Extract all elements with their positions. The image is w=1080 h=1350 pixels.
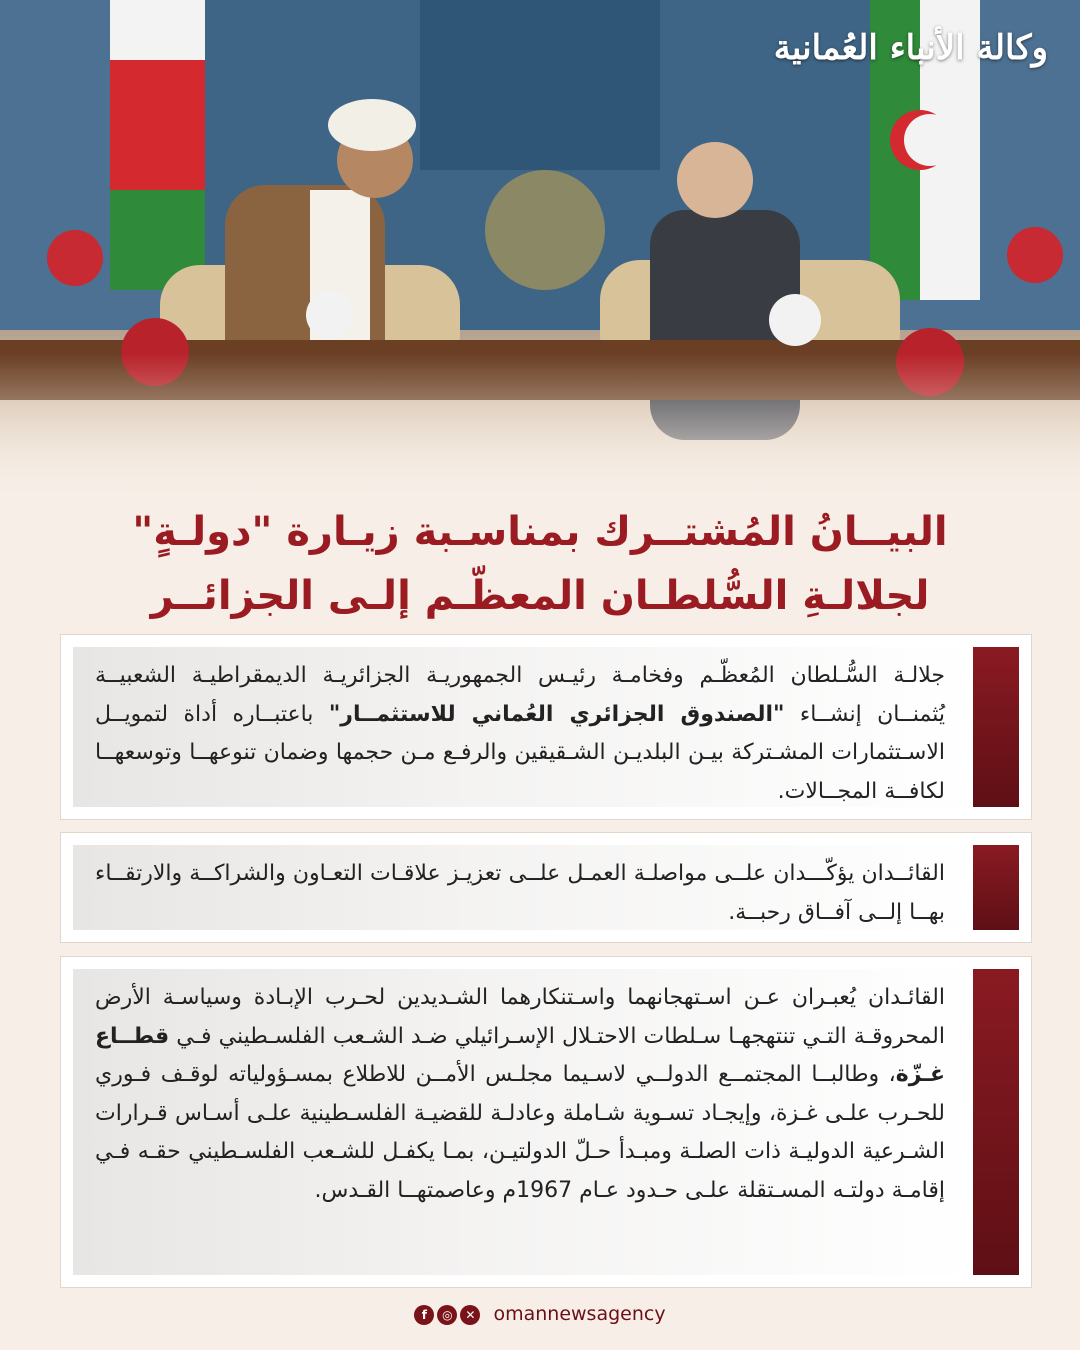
meeting-photo-illustration	[0, 0, 1080, 505]
statement-1-part-2: باعتبــاره أداة لتمويــل الاسـتثمارات المشـتركة بيـن البلديـن الشـقيقين والرفـع مـن حجمها وضمان تنوعهــا وتوسعهــا لكافــة المجــالات.	[95, 701, 945, 804]
agency-logo: وكالة الأنباء العُمانية	[773, 28, 1048, 68]
card-accent-bar	[973, 969, 1019, 1275]
title-line-1: البيــانُ المُشتــرك بمناسـبة زيـارة "دولـةٍ"	[132, 509, 948, 555]
statement-1-part-1: جلالـة السُّـلطان المُعظّـم وفخامـة رئيـس الجمهوريـة الجزائريـة الديمقراطيـة الشعبيــة يُثمنــان إنشــاء	[95, 663, 945, 727]
card-accent-bar	[973, 845, 1019, 930]
statement-card-1	[60, 634, 1032, 820]
statement-text-1	[95, 657, 945, 811]
statement-card-3	[60, 956, 1032, 1288]
social-handle[interactable]: omannewsagency	[493, 1302, 666, 1325]
statement-card-2	[60, 832, 1032, 943]
facebook-icon[interactable]: f	[414, 1305, 434, 1325]
statement-text-3	[95, 979, 945, 1211]
page-title	[40, 500, 1040, 628]
x-icon[interactable]: ✕	[460, 1305, 480, 1325]
statement-3-part-1: القائـدان يُعبـران عـن اسـتهجانهما واسـتنكارهما الشـديدين لحـرب الإبـادة وسياسـة الأرض المحروقـة التـي تنتهجهـا سـلطات الاحتـلال الإسـرائيلي ضـد الشـعب الفلسـطيني فـي	[95, 985, 945, 1049]
statement-1-highlight: "الصندوق الجزائري العُماني للاستثمــار"	[328, 701, 785, 727]
social-icons	[414, 1302, 483, 1325]
social-footer	[0, 1302, 1080, 1325]
statement-text-2	[95, 855, 945, 932]
header-photo	[0, 0, 1080, 505]
title-line-2: لجلالـةِ السُّلطـان المعظّـم إلـى الجزائــر	[150, 573, 930, 619]
card-accent-bar	[973, 647, 1019, 807]
instagram-icon[interactable]: ◎	[437, 1305, 457, 1325]
statement-3-part-2: ، وطالبــا المجتمــع الدولــي لاسـيما مجلـس الأمــن للاطلاع بمسـؤولياته لوقـف فـوري للحـرب علـى غـزة، وإيجـاد تسـوية شـاملة وعادلـة للقضيـة الفلسـطينية علـى أسـاس قـرارات الشـرعية الدوليـة ذات الصلـة ومبـدأ حـلّ الدولتيـن، بمـا يكفـل للشـعب الفلسـطيني حقـه فـي إقامـة دولتـه المسـتقلة علـى حـدود عـام 1967م وعاصمتهــا القـدس.	[95, 1062, 945, 1203]
statement-3-highlight: قطــاع غـزّة	[95, 1023, 945, 1088]
statement-2-part-1: القائــدان يؤكّـــدان علــى مواصلـة العمـل علــى تعزيـز علاقـات التعـاون والشراكــة والارتقــاء بهــا إلــى آفــاق رحبــة.	[95, 861, 945, 925]
